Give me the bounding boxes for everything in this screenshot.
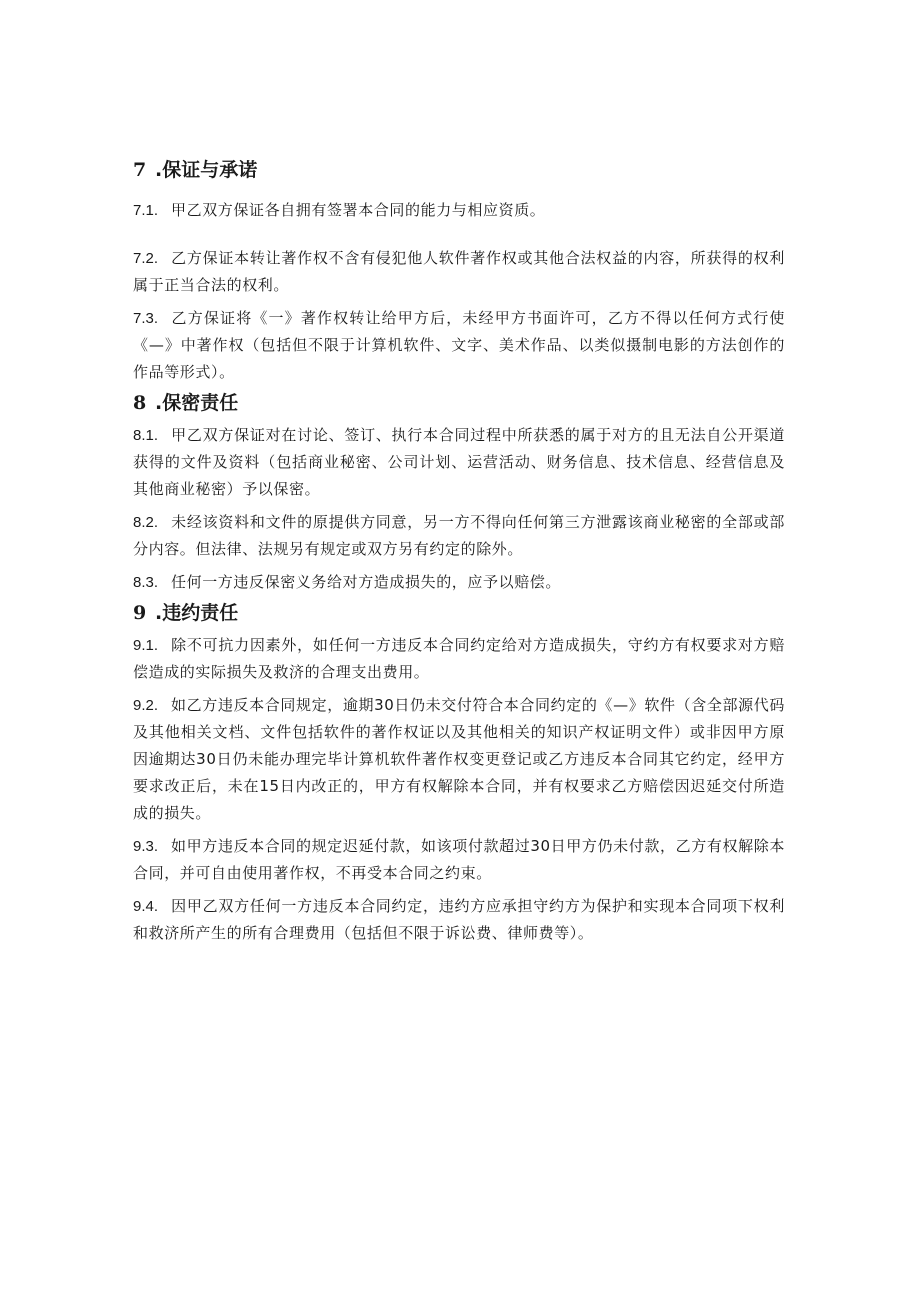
- clause: [133, 833, 785, 887]
- clause: [133, 245, 785, 299]
- clause: [133, 893, 785, 947]
- clause-number: 9.1.: [133, 637, 159, 654]
- clause-text: 因甲乙双方任何一方违反本合同约定，违约方应承担守约方为保护和实现本合同项下权利和救济所产生的所有合理费用（包括但不限于诉讼费、律师费等）。: [133, 897, 785, 942]
- clause-number: 7.2.: [133, 250, 159, 267]
- clause-text: 除不可抗力因素外，如任何一方违反本合同约定给对方造成损失，守约方有权要求对方赔偿造成的实际损失及救济的合理支出费用。: [133, 636, 785, 681]
- section-title: .保密责任: [155, 392, 239, 414]
- clause-text: 甲乙双方保证各自拥有签署本合同的能力与相应资质。: [171, 201, 546, 219]
- clause-text: 如乙方违反本合同规定，逾期30日仍未交付符合本合同约定的《—》软件（含全部源代码及其他相关文档、文件包括软件的著作权证以及其他相关的知识产权证明文件）或非因甲方原因逾期达30日仍未能办理完毕计算机软件著作权变更登记或乙方违反本合同其它约定，经甲方要求改正后，未在15日内改正的，甲方有权解除本合同，并有权要求乙方赔偿因迟延交付所造成的损失。: [133, 696, 785, 822]
- section-number: 7: [133, 159, 147, 181]
- clause-text: 乙方保证本转让著作权不含有侵犯他人软件著作权或其他合法权益的内容，所获得的权利属于正当合法的权利。: [133, 249, 785, 294]
- clause-text: 如甲方违反本合同的规定迟延付款，如该项付款超过30日甲方仍未付款，乙方有权解除本合同，并可自由使用著作权，不再受本合同之约束。: [133, 837, 785, 882]
- section-number: 8: [133, 392, 147, 414]
- clause: [133, 197, 785, 224]
- clause-number: 8.2.: [133, 514, 159, 531]
- clause: [133, 569, 785, 596]
- clause: [133, 305, 785, 386]
- clause-number: 7.3.: [133, 310, 159, 327]
- clause-text: 任何一方违反保密义务给对方造成损失的，应予以赔偿。: [171, 573, 562, 591]
- section-heading: [133, 598, 785, 628]
- clause: [133, 632, 785, 686]
- section-heading: [133, 155, 785, 185]
- section-heading: [133, 388, 785, 418]
- section-title: .违约责任: [155, 602, 239, 624]
- clause-number: 9.2.: [133, 697, 159, 714]
- clause-text: 未经该资料和文件的原提供方同意，另一方不得向任何第三方泄露该商业秘密的全部或部分内容。但法律、法规另有规定或双方另有约定的除外。: [133, 513, 785, 558]
- contract-document: [133, 155, 785, 947]
- clause: [133, 692, 785, 827]
- clause-number: 9.3.: [133, 838, 159, 855]
- section-number: 9: [133, 602, 147, 624]
- clause-number: 8.3.: [133, 574, 159, 591]
- section-title: .保证与承诺: [155, 159, 258, 181]
- clause-number: 8.1.: [133, 427, 159, 444]
- clause-number: 7.1.: [133, 202, 159, 219]
- clause: [133, 509, 785, 563]
- clause-text: 乙方保证将《一》著作权转让给甲方后，未经甲方书面许可，乙方不得以任何方式行使《—》中著作权（包括但不限于计算机软件、文字、美术作品、以类似摄制电影的方法创作的作品等形式）。: [133, 309, 785, 381]
- clause-number: 9.4.: [133, 898, 159, 915]
- clause-text: 甲乙双方保证对在讨论、签订、执行本合同过程中所获悉的属于对方的且无法自公开渠道获得的文件及资料（包括商业秘密、公司计划、运营活动、财务信息、技术信息、经营信息及其他商业秘密）予以保密。: [133, 426, 785, 498]
- clause: [133, 422, 785, 503]
